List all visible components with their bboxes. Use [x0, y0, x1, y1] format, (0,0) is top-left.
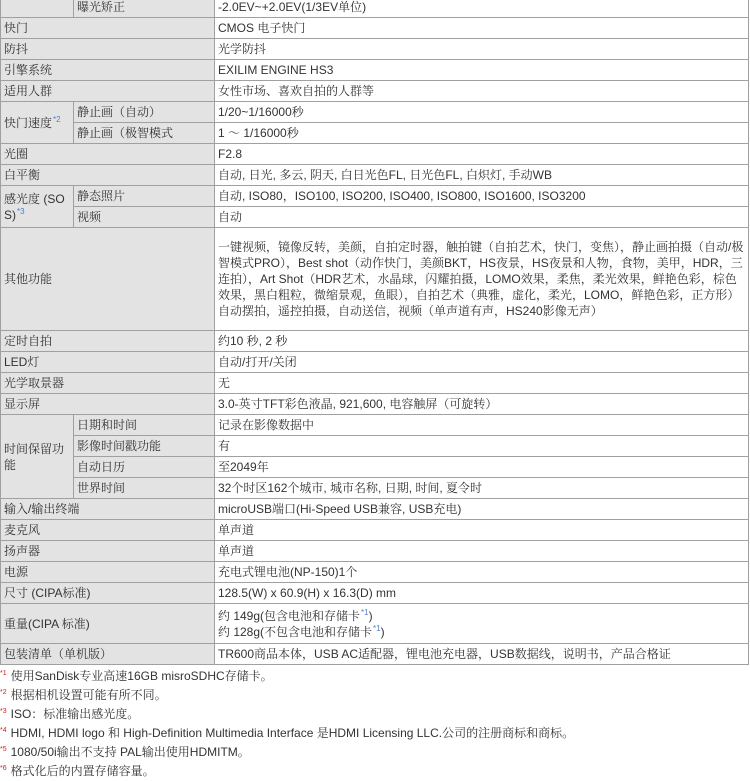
- iso-still-value: 自动, ISO80，ISO100, ISO200, ISO400, ISO800, ISO1600, ISO3200: [215, 186, 749, 207]
- time-label: 时间保留功能: [1, 415, 74, 499]
- viewfinder-value: 无: [215, 373, 749, 394]
- iso-video-value: 自动: [215, 207, 749, 228]
- white-balance-value: 自动, 日光, 多云, 阴天, 白日光色FL, 日光色FL, 白炽灯, 手动WB: [215, 165, 749, 186]
- weight-label: 重量(CIPA 标准): [1, 604, 215, 644]
- time-item-label: 影像时间戳功能: [74, 436, 215, 457]
- exposure-label: 曝光矫正: [74, 0, 215, 18]
- shutter-speed-premium-label: 静止画（极智模式: [74, 123, 215, 144]
- footnote-mark: *2: [0, 689, 7, 696]
- iso-label-cell: [1, 186, 74, 228]
- weight-note: *1: [373, 623, 381, 633]
- row-time-1: [1, 436, 749, 457]
- footnote-mark: *6: [0, 765, 7, 772]
- shutter-speed-premium-value: 1 ～ 1/16000秒: [215, 123, 749, 144]
- row-time-2: [1, 457, 749, 478]
- mic-label: 麦克风: [1, 520, 215, 541]
- row-time-0: [1, 415, 749, 436]
- time-item-value: 至2049年: [215, 457, 749, 478]
- shutter-speed-label-cell: [1, 102, 74, 144]
- footnote: [0, 705, 750, 724]
- row-power: [1, 562, 749, 583]
- aperture-label: 光圈: [1, 144, 215, 165]
- self-timer-value: 约10 秒, 2 秒: [215, 331, 749, 352]
- package-value: TR600商品本体，USB AC适配器，锂电池充电器，USB数据线，说明书，产品合格证: [215, 644, 749, 665]
- aperture-value: F2.8: [215, 144, 749, 165]
- row-display: [1, 394, 749, 415]
- shutter-speed-auto-label: 静止画（自动）: [74, 102, 215, 123]
- speaker-value: 单声道: [215, 541, 749, 562]
- row-weight: [1, 604, 749, 644]
- footnote-text: 根据相机设置可能有所不同。: [10, 688, 167, 702]
- row-audience: [1, 81, 749, 102]
- footnote-text: 1080/50i输出不支持 PAL输出使用HDMITM。: [10, 745, 250, 759]
- row-time-3: [1, 478, 749, 499]
- row-aperture: [1, 144, 749, 165]
- row-shutter: [1, 18, 749, 39]
- size-value: 128.5(W) x 60.9(H) x 16.3(D) mm: [215, 583, 749, 604]
- shutter-label: 快门: [1, 18, 215, 39]
- led-label: LED灯: [1, 352, 215, 373]
- shutter-speed-auto-value: 1/20~1/16000秒: [215, 102, 749, 123]
- size-label: 尺寸 (CIPA标准): [1, 583, 215, 604]
- stabilizer-value: 光学防抖: [215, 39, 749, 60]
- row-exposure: [1, 0, 749, 18]
- shutter-value: CMOS 电子快门: [215, 18, 749, 39]
- display-value: 3.0-英寸TFT彩色液晶, 921,600, 电容触屏（可旋转）: [215, 394, 749, 415]
- speaker-label: 扬声器: [1, 541, 215, 562]
- row-iso-video: [1, 207, 749, 228]
- row-stabilizer: [1, 39, 749, 60]
- iso-note: *3: [17, 206, 25, 216]
- row-iso-still: [1, 186, 749, 207]
- row-shutter-speed-auto: [1, 102, 749, 123]
- weight-with-battery: 约 149g(包含电池和存储卡$^{*1}$): [218, 607, 373, 623]
- footnote-mark: *1: [0, 670, 7, 677]
- time-item-label: 自动日历: [74, 457, 215, 478]
- iso-still-label: 静态照片: [74, 186, 215, 207]
- weight-note: *1: [361, 607, 369, 617]
- stabilizer-label: 防抖: [1, 39, 215, 60]
- audience-label: 适用人群: [1, 81, 215, 102]
- row-engine: [1, 60, 749, 81]
- row-size: [1, 583, 749, 604]
- footnote-text: HDMI, HDMI logo 和 High-Definition Multimedia Interface 是HDMI Licensing LLC.公司的注册商标和商标。: [10, 726, 575, 740]
- white-balance-label: 白平衡: [1, 165, 215, 186]
- led-value: 自动/打开/关闭: [215, 352, 749, 373]
- self-timer-label: 定时自拍: [1, 331, 215, 352]
- io-value: microUSB端口(Hi-Speed USB兼容, USB充电): [215, 499, 749, 520]
- audience-value: 女性市场、喜欢自拍的人群等: [215, 81, 749, 102]
- exposure-value: -2.0EV~+2.0EV(1/3EV单位): [215, 0, 749, 18]
- time-item-label: 世界时间: [74, 478, 215, 499]
- footnote: [0, 724, 750, 743]
- other-functions-value: 一键视频，镜像反转，美颜，自拍定时器，触拍键（自拍艺术，快门，变焦），静止画拍摄（自动/极智模式PRO），Best shot（动作快门，美颜BKT，HS夜景，HS夜景和人物，食物，美甲，HDR，三连拍），Art Shot（HDR艺术，水晶球，闪耀拍摄，LOMO效果，柔焦，柔光效果，鲜艳色彩，棕色效果，黑白粗粒，微缩景观，鱼眼），自拍艺术（典雅，虚化，柔光，LOMO，鲜艳色彩，正方形）自动摆拍，遥控拍摄，自动送信，视频（单声道有声，HS240影像无声）: [215, 228, 749, 331]
- row-speaker: [1, 541, 749, 562]
- footnotes: [0, 667, 750, 781]
- row-shutter-speed-premium: [1, 123, 749, 144]
- footnote-mark: *3: [0, 708, 7, 715]
- time-item-label: 日期和时间: [74, 415, 215, 436]
- row-io: [1, 499, 749, 520]
- row-led: [1, 352, 749, 373]
- row-mic: [1, 520, 749, 541]
- io-label: 输入/输出终端: [1, 499, 215, 520]
- footnote: [0, 667, 750, 686]
- shutter-speed-note: *2: [53, 114, 61, 124]
- footnote-text: 使用SanDisk专业高速16GB misroSDHC存储卡。: [10, 669, 273, 683]
- row-self-timer: [1, 331, 749, 352]
- footnote: [0, 743, 750, 762]
- viewfinder-label: 光学取景器: [1, 373, 215, 394]
- row-other-functions: [1, 228, 749, 331]
- iso-label: 感光度 (SOS): [4, 191, 65, 222]
- row-package: [1, 644, 749, 665]
- engine-value: EXILIM ENGINE HS3: [215, 60, 749, 81]
- footnote: [0, 686, 750, 705]
- footnote-mark: *4: [0, 727, 7, 734]
- weight-without-battery: 约 128g(不包含电池和存储卡$^{*1}$): [218, 623, 385, 639]
- footnote-text: ISO：标准输出感光度。: [10, 707, 140, 721]
- power-value: 充电式锂电池(NP-150)1个: [215, 562, 749, 583]
- row-white-balance: [1, 165, 749, 186]
- footnote-mark: *5: [0, 746, 7, 753]
- engine-label: 引擎系统: [1, 60, 215, 81]
- time-item-value: 有: [215, 436, 749, 457]
- footnote-text: 格式化后的内置存储容量。: [10, 764, 155, 778]
- power-label: 电源: [1, 562, 215, 583]
- shutter-speed-label: 快门速度: [4, 115, 53, 130]
- weight-value: [215, 604, 749, 644]
- time-item-value: 32个时区162个城市, 城市名称, 日期, 时间, 夏令时: [215, 478, 749, 499]
- display-label: 显示屏: [1, 394, 215, 415]
- iso-video-label: 视频: [74, 207, 215, 228]
- mic-value: 单声道: [215, 520, 749, 541]
- package-label: 包装清单（单机版）: [1, 644, 215, 665]
- other-functions-label: 其他功能: [1, 228, 215, 331]
- footnote: [0, 762, 750, 781]
- time-item-value: 记录在影像数据中: [215, 415, 749, 436]
- row-viewfinder: [1, 373, 749, 394]
